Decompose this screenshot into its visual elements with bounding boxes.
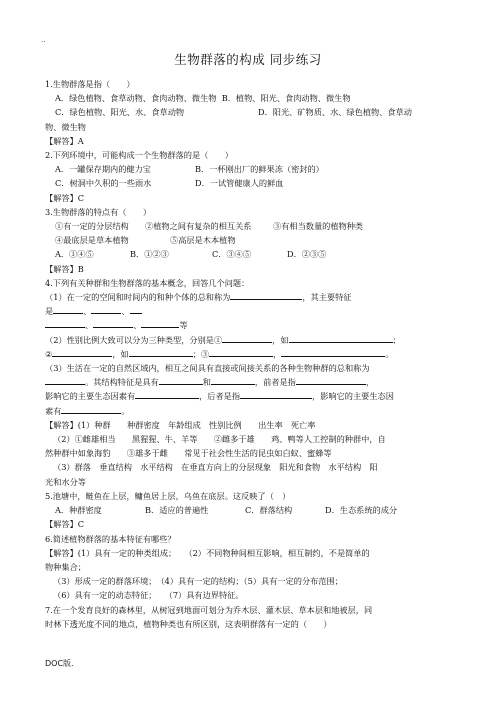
q4-part3-line4 xyxy=(45,404,457,418)
q1-option-c: C．绿色植物、阳光、水、食草动物 xyxy=(55,107,185,118)
blank-line xyxy=(222,333,272,343)
q2-option-a: A．一罐保存期内的健力宝 xyxy=(55,164,151,175)
q4-answer-3b: 光和水分等 xyxy=(45,476,86,487)
separator: 、 xyxy=(83,306,92,317)
q7-line-2: 时林下透光度不同的地点，植物种类也有所区别，这表明群落有一定的（ ） xyxy=(45,618,332,629)
blank-line xyxy=(209,347,273,357)
blank-line xyxy=(129,347,193,357)
q5-option-d: D．生态系统的成分 xyxy=(325,505,398,516)
blank-line xyxy=(281,347,385,357)
q4-part1-text-a: （1）在一定的空间和时间内的和种个体的总和称为 xyxy=(45,292,231,303)
q1-option-b: B．植物、阳光、食肉动物、微生物 xyxy=(221,93,351,104)
q2-options-row-1 xyxy=(45,162,457,176)
q2-option-b: B．一杯刚出厂的鲜果冻（密封的） xyxy=(195,164,324,175)
blank-line xyxy=(93,318,133,328)
q2-answer: 【解答】C xyxy=(45,192,85,203)
q3-statement-4: ④最底层是草本植物 xyxy=(55,235,129,246)
blank-line xyxy=(53,304,83,314)
q3-options-row xyxy=(45,247,457,261)
q1-options-row-1 xyxy=(45,91,457,105)
q3-statements-row-2 xyxy=(45,233,457,247)
q3-option-d: D．②③⑤ xyxy=(287,249,327,260)
q4-part2-line2 xyxy=(45,347,457,361)
q4-part3-text-d: ，前者是指 xyxy=(254,377,296,388)
page-top-mark: .. xyxy=(41,36,46,44)
q5-answer: 【解答】C xyxy=(45,519,85,530)
q4-part2-text-c: ； xyxy=(392,334,401,345)
q5-option-a: A．种群密度 xyxy=(55,505,102,516)
q4-part2-text-f: ；③ xyxy=(192,348,210,359)
q4-answer-1: 【解答】(1）种群 种群密度 年龄组成 性别比例 出生率 死亡率 xyxy=(45,419,316,430)
q4-part2-text-b: ，如 xyxy=(272,334,289,345)
page-footer: DOC版. xyxy=(45,659,74,668)
q4-part3-text-e: ， xyxy=(365,377,375,388)
q4-part3-line2 xyxy=(45,375,457,389)
blank-line xyxy=(296,375,366,385)
q1-option-d: D．阳光、矿物质、水、绿色植物、食草动 xyxy=(258,107,412,118)
q4-answer-2b: 然种群中如象海豹 ③雄多于雌 常见于社会性生活的昆虫如白蚁、蜜蜂等 xyxy=(45,448,332,459)
q1-option-d-cont: 物、微生物 xyxy=(45,121,86,132)
q4-part1-line2 xyxy=(45,304,457,318)
blank-line xyxy=(52,347,112,357)
q4-part2-text-e: ，如 xyxy=(112,348,129,359)
blank-line xyxy=(159,375,203,385)
blank-line xyxy=(211,375,255,385)
q3-statement-5: ⑤高层是木本植物 xyxy=(170,235,236,246)
q3-statement-3: ③有相当数量的植物种类 xyxy=(273,221,364,232)
page-title: 生物群落的构成 同步练习 xyxy=(174,52,322,67)
q3-statements-row-1 xyxy=(45,219,457,233)
q3-option-a: A．①④⑤ xyxy=(55,249,94,260)
separator: 、 xyxy=(85,320,94,331)
q4-part1-line3 xyxy=(45,318,457,332)
q1-options-row-2 xyxy=(45,105,457,119)
q4-answer-2a: （2）①雌雄相当 黑猩猩、牛、羊等 ②雌多于雄 鸡、鸭等人工控制的种群中，自 xyxy=(53,434,386,445)
q4-part3-text-j: 。 xyxy=(121,405,130,416)
q4-part1-text-c: 是 xyxy=(45,306,54,317)
document-body xyxy=(45,77,457,631)
q6-answer-1b: 物种集合； xyxy=(45,561,86,572)
blank-line xyxy=(45,375,85,385)
blank-line xyxy=(289,333,393,343)
q2-options-row-2 xyxy=(45,176,457,190)
q4-part3-text-f: 影响它的主要生态因素有 xyxy=(45,391,136,402)
blank-line xyxy=(135,389,199,399)
q4-part2-text-a: （2）性别比例大致可以分为三种类型，分别是① xyxy=(45,334,223,345)
q3-statement-2: ②植物之间有复杂的相互关系 xyxy=(145,221,252,232)
q4-part3-text-b: 。其结构特征是具有 xyxy=(85,377,159,388)
q3-statement-1: ①有一定的分层结构 xyxy=(55,221,129,232)
blank-line xyxy=(141,318,179,328)
blank-line xyxy=(45,318,85,328)
q5-stem: 5.池塘中，鲢鱼在上层，鳙鱼居上层，乌鱼在底层。这反映了（ ） xyxy=(45,490,291,501)
q1-answer: 【解答】A xyxy=(45,135,84,146)
q4-part3-line3 xyxy=(45,389,457,403)
q1-option-a: A．绿色植物、食草动物、食肉动物、微生物 xyxy=(55,93,217,104)
blank-line xyxy=(91,304,121,314)
separator: 、 xyxy=(121,306,130,317)
q4-part2-line1 xyxy=(45,333,457,347)
q4-part1-text-b: ，其主要特征 xyxy=(302,292,352,303)
q7-line-1: 7.在一个发育良好的森林里，从树冠到地面可划分为乔木层、灌木层、草本层和地被层，同 xyxy=(45,604,373,615)
q4-part3-text-g: ，后者是指 xyxy=(199,391,241,402)
blank-line xyxy=(61,404,121,414)
q5-option-c: C．群落结构 xyxy=(245,505,293,516)
q5-options-row xyxy=(45,503,457,517)
q1-stem: 1.生物群落是指（ ） xyxy=(45,79,135,89)
q2-stem: 2.下列环境中，可能构成一个生物群落的是（ ） xyxy=(45,150,233,161)
q4-stem: 4.下列有关种群和生物群落的基本概念，回答几个问题： xyxy=(45,277,250,288)
blank-line xyxy=(130,304,142,314)
q5-option-b: B．适应的普遍性 xyxy=(145,505,209,516)
blank-line xyxy=(230,290,302,300)
q4-part2-text-h: 。 xyxy=(385,348,394,359)
q4-part3-text-c: 和 xyxy=(202,377,211,388)
q6-answer-3: （6）具有一定的动态特征； （7）具有边界特征。 xyxy=(53,590,244,601)
q3-stem: 3.生物群落的特点有（ ） xyxy=(45,206,152,217)
q4-answer-3a: （3）群落 垂直结构 水平结构 在垂直方向上的分层现象 阳光和食物 水平结构 阳 xyxy=(53,462,378,473)
q6-answer-1a: 【解答】(1）具有一定的种类组成； （2）不同物种间相互影响，相互制约，不是简单的 xyxy=(45,547,370,558)
q3-answer: 【解答】B xyxy=(45,263,84,274)
q4-part3-text-i: 素有 xyxy=(45,405,62,416)
q4-part3-line1: （3）生活在一定的自然区域内，相互之间具有直接或间接关系的各种生物种群的总和称为 xyxy=(45,363,370,374)
q4-part3-text-h: ，影响它的主要生态因 xyxy=(312,391,394,402)
separator: 、 xyxy=(133,320,142,331)
q3-option-c: C．③④⑤ xyxy=(212,249,252,260)
q6-stem: 6.简述植物群落的基本特征有哪些？ xyxy=(45,533,176,544)
q3-option-b: B．①②③ xyxy=(130,249,169,260)
q4-part1-line1 xyxy=(45,290,457,304)
q2-option-d: D．一试管健康人的鲜血 xyxy=(195,178,284,189)
q2-option-c: C．树洞中久积的一些雨水 xyxy=(55,178,152,189)
q4-part2-text-g: ， xyxy=(273,348,282,359)
q4-part2-text-d: ② xyxy=(45,348,53,359)
blank-line xyxy=(240,389,312,399)
q4-part1-text-d: 等 xyxy=(179,320,188,331)
q6-answer-2: （3）形成一定的群落环境； （4）具有一定的结构；（5）具有一定的分布范围； xyxy=(53,576,343,587)
